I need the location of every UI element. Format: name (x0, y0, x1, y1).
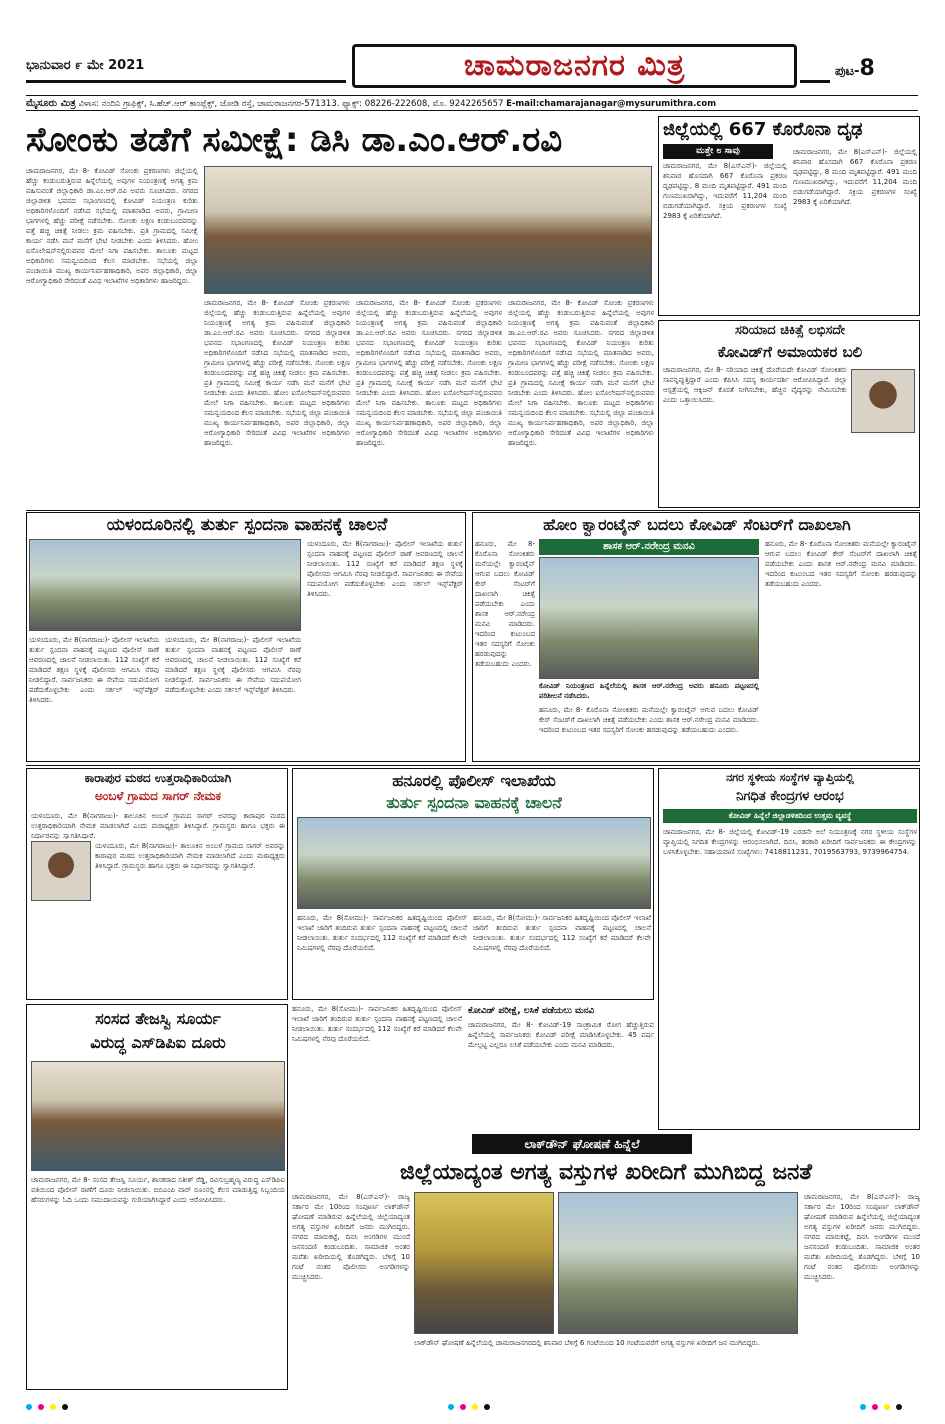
masthead-left-rule (26, 80, 346, 83)
registration-marks-center (448, 1404, 508, 1412)
yelandur-headline: ಯಳಂದೂರಿನಲ್ಲಿ ತುರ್ತು ಸ್ಪಂದನಾ ವಾಹನಕ್ಕೆ ಚಾಲನೆ (106, 515, 388, 535)
hanur-headline-2: ತುರ್ತು ಸ್ಪಂದನಾ ವಾಹನಕ್ಕೆ ಚಾಲನೆ (386, 793, 562, 812)
lead-text-col-3: ಚಾಮರಾಜನಗರ, ಮೇ 8- ಕೋವಿಡ್ ಸೋಂಕು ಪ್ರಕರಣಗಳು ಜಿಲ್ಲೆಯಲ್ಲಿ ಹೆಚ್ಚು ಕಂಡುಬರುತ್ತಿರುವ ಹಿನ್ನೆಲೆಯಲ್ಲಿ ಅವುಗಳ ನಿಯಂತ್ರಣಕ್ಕೆ ಅಗತ್ಯ ಕ್ರಮ ವಹಿಸುವಂತೆ ಜಿಲ್ಲಾಧಿಕಾರಿ ಡಾ.ಎಂ.ಆರ್.ರವಿ ಅವರು ಸೂಚಿಸಿದರು. ನಗರದ ಜಿಲ್ಲಾಡಳಿತ ಭವನದ ಸಭಾಂಗಣದಲ್ಲಿ ಕೋವಿಡ್ ನಿಯಂತ್ರಣ ಕುರಿತು ಅಧಿಕಾರಿಗಳೊಂದಿಗೆ ನಡೆಸಿದ ಸಭೆಯಲ್ಲಿ ಮಾತನಾಡಿದ ಅವರು, ಗ್ರಾಮೀಣ ಭಾಗಗಳಲ್ಲಿ ಹೆಚ್ಚು ಪರೀಕ್ಷೆ ನಡೆಸಬೇಕು. ಸೋಂಕು ಲಕ್ಷಣ ಕಂಡುಬಂದವರನ್ನು ಪತ್ತೆ ಹಚ್ಚಿ ಚಿಕಿತ್ಸೆ ನೀಡಲು ಕ್ರಮ ವಹಿಸಬೇಕು. ಪ್ರತಿ ಗ್ರಾಮದಲ್ಲಿ ಸಮೀಕ್ಷೆ ಕಾರ್ಯ ನಡೆಸಿ ಮನೆ ಮನೆಗೆ ಭೇಟಿ ನೀಡಬೇಕು ಎಂದು ತಿಳಿಸಿದರು. ಹೋಂ ಐಸೊಲೇಷನ್‌ನಲ್ಲಿರುವವರ ಮೇಲೆ ನಿಗಾ ವಹಿಸಬೇಕು. ತಾಲೂಕು ಮಟ್ಟದ ಅಧಿಕಾರಿಗಳು ಸಮನ್ವಯದಿಂದ ಕೆಲಸ ಮಾಡಬೇಕು. ಸಭೆಯಲ್ಲಿ ಜಿಲ್ಲಾ ಪಂಚಾಯಿತಿ ಮುಖ್ಯ ಕಾರ್ಯನಿರ್ವಹಣಾಧಿಕಾರಿ, ಅಪರ ಜಿಲ್ಲಾಧಿಕಾರಿ, ಜಿಲ್ಲಾ ಆರೋಗ್ಯಾಧಿಕಾರಿ ಸೇರಿದಂತೆ ವಿವಿಧ ಇಲಾಖೆಗಳ ಅಧಿಕಾರಿಗಳು ಹಾಜರಿದ್ದರು. (356, 299, 502, 447)
mp-text: ಚಾಮರಾಜನಗರ, ಮೇ 8- ಸಂಸದ ತೇಜಸ್ವಿ ಸೂರ್ಯ, ಶಾಸಕರಾದ ಸತೀಶ್ ರೆಡ್ಡಿ, ರವಿಸುಬ್ರಹ್ಮಣ್ಯ ವಿರುದ್ಧ ಎಸ್‌ಡಿಪಿಐ ವತಿಯಿಂದ ಪೊಲೀಸ್ ಠಾಣೆಗೆ ದೂರು ನೀಡಲಾಯಿತು. ಬಿಬಿಎಂಪಿ ವಾರ್ ರೂಂನಲ್ಲಿ ಕೆಲಸ ಮಾಡುತ್ತಿದ್ದ ಸಿಬ್ಬಂದಿಯ ಹೆಸರುಗಳನ್ನು ಓದಿ ಒಂದು ಸಮುದಾಯವನ್ನು ಗುರಿಯಾಗಿಸಿದ್ದಾರೆ ಎಂದು ಆರೋಪಿಸಿದರು. (31, 1176, 285, 1204)
yelandur-text-col-3: ಯಳಂದೂರು, ಮೇ 8(ನಾಗರಾಜು)- ಪೊಲೀಸ್ ಇಲಾಖೆಯ ತುರ್ತು ಸ್ಪಂದನಾ ವಾಹನಕ್ಕೆ ಪಟ್ಟಣದ ಪೊಲೀಸ್ ಠಾಣೆ ಆವರಣದಲ್ಲಿ ಚಾಲನೆ ನೀಡಲಾಯಿತು. 112 ಸಂಖ್ಯೆಗೆ ಕರೆ ಮಾಡಿದರೆ ತಕ್ಷಣ ಸ್ಥಳಕ್ಕೆ ಪೊಲೀಸರು ಆಗಮಿಸಿ ನೆರವು ನೀಡಲಿದ್ದಾರೆ. ಸಾರ್ವಜನಿಕರು ಈ ಸೇವೆಯ ಸದುಪಯೋಗ ಪಡೆದುಕೊಳ್ಳಬೇಕು ಎಂದು ಸರ್ಕಲ್ ಇನ್ಸ್‌ಪೆಕ್ಟರ್ ತಿಳಿಸಿದರು. (307, 540, 463, 598)
page-number: 8 (859, 56, 875, 81)
home-quarantine-caption: ಕೋವಿಡ್ ನಿಯಂತ್ರಣದ ಹಿನ್ನೆಲೆಯಲ್ಲಿ ಶಾಸಕ ಆರ್.ನರೇಂದ್ರ ಅವರು ಹನೂರು ಪಟ್ಟಣದಲ್ಲಿ ಪರಿಶೀಲನೆ ನಡೆಸಿದರು. (539, 682, 759, 700)
urban-text: ಚಾಮರಾಜನಗರ, ಮೇ 8- ಜಿಲ್ಲೆಯಲ್ಲಿ ಕೋವಿಡ್-19 ಎರಡನೇ ಅಲೆ ನಿಯಂತ್ರಣಕ್ಕೆ ನಗರ ಸ್ಥಳೀಯ ಸಂಸ್ಥೆಗಳ ವ್ಯಾಪ್ತಿಯಲ್ಲಿ ನಿಗದಿತ ಕೇಂದ್ರಗಳನ್ನು ಆರಂಭಿಸಲಾಗಿದೆ. ದಿನಸಿ, ತರಕಾರಿ ಖರೀದಿಗೆ ಸಾರ್ವಜನಿಕರು ಈ ಕೇಂದ್ರಗಳನ್ನು ಬಳಸಿಕೊಳ್ಳಬೇಕು. ಸಹಾಯವಾಣಿ ಸಂಖ್ಯೆಗಳು: 7418811231, 7019563793, 9739964754. (663, 828, 917, 856)
kaarapura-box (26, 768, 288, 1000)
kaarapura-headline-2: ಅಂಬಳೆ ಗ್ರಾಮದ ಸಾಗರ್ ನೇಮಕ (94, 789, 222, 803)
page-number-block (835, 56, 875, 81)
masthead-date: ಭಾನುವಾರ ೯ ಮೇ 2021 (26, 58, 145, 73)
yelandur-box (26, 512, 466, 762)
lead-headline: ಸೋಂಕು ತಡೆಗೆ ಸಮೀಕ್ಷೆ: ಡಿಸಿ ಡಾ.ಎಂ.ಆರ್.ರವಿ (26, 120, 563, 160)
kaarapura-text-1: ಯಳಂದೂರು, ಮೇ 8(ನಾಗರಾಜು)- ತಾಲೂಕಿನ ಅಂಬಳೆ ಗ್ರಾಮದ ಸಾಗರ್ ಅವರನ್ನು ಕಾರಾಪುರ ಮಠದ ಉತ್ತರಾಧಿಕಾರಿಯಾಗಿ ನೇಮಕ ಮಾಡಲಾಗಿದೆ ಎಂದು ಮಠಾಧ್ಯಕ್ಷರು ತಿಳಿಸಿದ್ದಾರೆ. ಗ್ರಾಮಸ್ಥರು ಹಾಗೂ ಭಕ್ತರು ಈ ನಿರ್ಧಾರವನ್ನು ಸ್ವಾಗತಿಸಿದ್ದಾರೆ. (31, 812, 285, 839)
registration-marks-right (860, 1404, 920, 1412)
lockdown-photo-1 (414, 1192, 554, 1334)
home-quarantine-box (472, 512, 920, 762)
lockdown-text-col-2: ಚಾಮರಾಜನಗರ, ಮೇ 8(ಎಸ್‌ಎನ್)- ರಾಜ್ಯ ಸರ್ಕಾರ ಮೇ 10ರಿಂದ ಸಂಪೂರ್ಣ ಲಾಕ್‌ಡೌನ್ ಘೋಷಣೆ ಮಾಡಿರುವ ಹಿನ್ನೆಲೆಯಲ್ಲಿ ಜಿಲ್ಲೆಯಾದ್ಯಂತ ಅಗತ್ಯ ವಸ್ತುಗಳ ಖರೀದಿಗೆ ಜನರು ಮುಗಿಬಿದ್ದರು. ನಗರದ ಮಾರುಕಟ್ಟೆ, ದಿನಸಿ ಅಂಗಡಿಗಳ ಮುಂದೆ ಜನಸಂದಣಿ ಕಂಡುಬಂದಿತು. ಸಾಮಾಜಿಕ ಅಂತರ ಮರೆತು ಖರೀದಿಯಲ್ಲಿ ತೊಡಗಿದ್ದರು. ಬೆಳಿಗ್ಗೆ 10 ಗಂಟೆ ನಂತರ ಪೊಲೀಸರು ಅಂಗಡಿಗಳನ್ನು ಮುಚ್ಚಿಸಿದರು. (804, 1193, 920, 1281)
yelandur-text-col-2: ಯಳಂದೂರು, ಮೇ 8(ನಾಗರಾಜು)- ಪೊಲೀಸ್ ಇಲಾಖೆಯ ತುರ್ತು ಸ್ಪಂದನಾ ವಾಹನಕ್ಕೆ ಪಟ್ಟಣದ ಪೊಲೀಸ್ ಠಾಣೆ ಆವರಣದಲ್ಲಿ ಚಾಲನೆ ನೀಡಲಾಯಿತು. 112 ಸಂಖ್ಯೆಗೆ ಕರೆ ಮಾಡಿದರೆ ತಕ್ಷಣ ಸ್ಥಳಕ್ಕೆ ಪೊಲೀಸರು ಆಗಮಿಸಿ ನೆರವು ನೀಡಲಿದ್ದಾರೆ. ಸಾರ್ವಜನಿಕರು ಈ ಸೇವೆಯ ಸದುಪಯೋಗ ಪಡೆದುಕೊಳ್ಳಬೇಕು ಎಂದು ಸರ್ಕಲ್ ಇನ್ಸ್‌ಪೆಕ್ಟರ್ ತಿಳಿಸಿದರು. (165, 636, 301, 694)
home-quarantine-text-col-2: ಹನೂರು, ಮೇ 8- ಕೊರೊನಾ ಸೋಂಕಿತರು ಮನೆಯಲ್ಲೇ ಕ್ವಾರಂಟೈನ್ ಆಗುವ ಬದಲು ಕೋವಿಡ್ ಕೇರ್ ಸೆಂಟರ್‌ಗೆ ದಾಖಲಾಗಿ ಚಿಕಿತ್ಸೆ ಪಡೆಯಬೇಕು ಎಂದು ಶಾಸಕ ಆರ್.ನರೇಂದ್ರ ಮನವಿ ಮಾಡಿದರು. ಇದರಿಂದ ಕುಟುಂಬದ ಇತರ ಸದಸ್ಯರಿಗೆ ಸೋಂಕು ಹರಡುವುದನ್ನು ತಡೆಯಬಹುದು ಎಂದರು. (539, 706, 759, 734)
yelandur-text-col-1: ಯಳಂದೂರು, ಮೇ 8(ನಾಗರಾಜು)- ಪೊಲೀಸ್ ಇಲಾಖೆಯ ತುರ್ತು ಸ್ಪಂದನಾ ವಾಹನಕ್ಕೆ ಪಟ್ಟಣದ ಪೊಲೀಸ್ ಠಾಣೆ ಆವರಣದಲ್ಲಿ ಚಾಲನೆ ನೀಡಲಾಯಿತು. 112 ಸಂಖ್ಯೆಗೆ ಕರೆ ಮಾಡಿದರೆ ತಕ್ಷಣ ಸ್ಥಳಕ್ಕೆ ಪೊಲೀಸರು ಆಗಮಿಸಿ ನೆರವು ನೀಡಲಿದ್ದಾರೆ. ಸಾರ್ವಜನಿಕರು ಈ ಸೇವೆಯ ಸದುಪಯೋಗ ಪಡೆದುಕೊಳ್ಳಬೇಕು ಎಂದು ಸರ್ಕಲ್ ಇನ್ಸ್‌ಪೆಕ್ಟರ್ ತಿಳಿಸಿದರು. (29, 636, 159, 704)
lead-meeting-photo (204, 166, 652, 294)
kaarapura-text-2: ಯಳಂದೂರು, ಮೇ 8(ನಾಗರಾಜು)- ತಾಲೂಕಿನ ಅಂಬಳೆ ಗ್ರಾಮದ ಸಾಗರ್ ಅವರನ್ನು ಕಾರಾಪುರ ಮಠದ ಉತ್ತರಾಧಿಕಾರಿಯಾಗಿ ನೇಮಕ ಮಾಡಲಾಗಿದೆ ಎಂದು ಮಠಾಧ್ಯಕ್ಷರು ತಿಳಿಸಿದ್ದಾರೆ. ಗ್ರಾಮಸ್ಥರು ಹಾಗೂ ಭಕ್ತರು ಈ ನಿರ್ಧಾರವನ್ನು ಸ್ವಾಗತಿಸಿದ್ದಾರೆ. (95, 842, 285, 870)
mp-headline-2: ವಿರುದ್ಧ ಎಸ್‌ಡಿಪಿಐ ದೂರು (90, 1033, 226, 1052)
hanur-photo (297, 817, 651, 909)
section-rule-2 (26, 765, 920, 766)
kaarapura-portrait-photo (31, 841, 91, 901)
lockdown-photo-2 (558, 1192, 798, 1334)
mp-headline-1: ಸಂಸದ ತೇಜಸ್ವಿ ಸೂರ್ಯ (95, 1009, 221, 1028)
masthead-title: ಚಾಮರಾಜನಗರ ಮಿತ್ರ (352, 44, 797, 88)
covid-text-col-2: ಚಾಮರಾಜನಗರ, ಮೇ 8(ಎಸ್‌ಎನ್)- ಜಿಲ್ಲೆಯಲ್ಲಿ ಶನಿವಾರ ಹೊಸದಾಗಿ 667 ಕೊರೊನಾ ಪ್ರಕರಣ ದೃಢಪಟ್ಟಿದ್ದು, 8 ಮಂದಿ ಮೃತಪಟ್ಟಿದ್ದಾರೆ. 491 ಮಂದಿ ಗುಣಮುಖರಾಗಿದ್ದು, ಇದುವರೆಗೆ 11,204 ಮಂದಿ ಬಿಡುಗಡೆಯಾಗಿದ್ದಾರೆ. ಸಕ್ರಿಯ ಪ್ರಕರಣಗಳ ಸಂಖ್ಯೆ 2983 ಕ್ಕೆ ಏರಿಕೆಯಾಗಿದೆ. (793, 148, 917, 206)
vaccine-left-text: ಹನೂರು, ಮೇ 8(ಸೋಮು)- ಸಾರ್ವಜನಿಕರ ಹಿತದೃಷ್ಟಿಯಿಂದ ಪೊಲೀಸ್ ಇಲಾಖೆ ಜಾರಿಗೆ ತಂದಿರುವ ತುರ್ತು ಸ್ಪಂದನಾ ವಾಹನಕ್ಕೆ ಪಟ್ಟಣದಲ್ಲಿ ಚಾಲನೆ ನೀಡಲಾಯಿತು. ತುರ್ತು ಸಂದರ್ಭದಲ್ಲಿ 112 ಸಂಖ್ಯೆಗೆ ಕರೆ ಮಾಡಿದರೆ ಕೆಲವೇ ನಿಮಿಷಗಳಲ್ಲಿ ನೆರವು ದೊರೆಯಲಿದೆ. (292, 1005, 462, 1043)
lead-text-col-1: ಚಾಮರಾಜನಗರ, ಮೇ 8- ಕೋವಿಡ್ ಸೋಂಕು ಪ್ರಕರಣಗಳು ಜಿಲ್ಲೆಯಲ್ಲಿ ಹೆಚ್ಚು ಕಂಡುಬರುತ್ತಿರುವ ಹಿನ್ನೆಲೆಯಲ್ಲಿ ಅವುಗಳ ನಿಯಂತ್ರಣಕ್ಕೆ ಅಗತ್ಯ ಕ್ರಮ ವಹಿಸುವಂತೆ ಜಿಲ್ಲಾಧಿಕಾರಿ ಡಾ.ಎಂ.ಆರ್.ರವಿ ಅವರು ಸೂಚಿಸಿದರು. ನಗರದ ಜಿಲ್ಲಾಡಳಿತ ಭವನದ ಸಭಾಂಗಣದಲ್ಲಿ ಕೋವಿಡ್ ನಿಯಂತ್ರಣ ಕುರಿತು ಅಧಿಕಾರಿಗಳೊಂದಿಗೆ ನಡೆಸಿದ ಸಭೆಯಲ್ಲಿ ಮಾತನಾಡಿದ ಅವರು, ಗ್ರಾಮೀಣ ಭಾಗಗಳಲ್ಲಿ ಹೆಚ್ಚು ಪರೀಕ್ಷೆ ನಡೆಸಬೇಕು. ಸೋಂಕು ಲಕ್ಷಣ ಕಂಡುಬಂದವರನ್ನು ಪತ್ತೆ ಹಚ್ಚಿ ಚಿಕಿತ್ಸೆ ನೀಡಲು ಕ್ರಮ ವಹಿಸಬೇಕು. ಪ್ರತಿ ಗ್ರಾಮದಲ್ಲಿ ಸಮೀಕ್ಷೆ ಕಾರ್ಯ ನಡೆಸಿ ಮನೆ ಮನೆಗೆ ಭೇಟಿ ನೀಡಬೇಕು ಎಂದು ತಿಳಿಸಿದರು. ಹೋಂ ಐಸೊಲೇಷನ್‌ನಲ್ಲಿರುವವರ ಮೇಲೆ ನಿಗಾ ವಹಿಸಬೇಕು. ತಾಲೂಕು ಮಟ್ಟದ ಅಧಿಕಾರಿಗಳು ಸಮನ್ವಯದಿಂದ ಕೆಲಸ ಮಾಡಬೇಕು. ಸಭೆಯಲ್ಲಿ ಜಿಲ್ಲಾ ಪಂಚಾಯಿತಿ ಮುಖ್ಯ ಕಾರ್ಯನಿರ್ವಹಣಾಧಿಕಾರಿ, ಅಪರ ಜಿಲ್ಲಾಧಿಕಾರಿ, ಜಿಲ್ಲಾ ಆರೋಗ್ಯಾಧಿಕಾರಿ ಸೇರಿದಂತೆ ವಿವಿಧ ಇಲಾಖೆಗಳ ಅಧಿಕಾರಿಗಳು ಹಾಜರಿದ್ದರು. (26, 167, 198, 285)
hanur-headline-1: ಹನೂರಲ್ಲಿ ಪೊಲೀಸ್ ಇಲಾಖೆಯ (392, 771, 556, 790)
vaccine-story (292, 1004, 654, 1130)
hanur-text-col-2: ಹನೂರು, ಮೇ 8(ಸೋಮು)- ಸಾರ್ವಜನಿಕರ ಹಿತದೃಷ್ಟಿಯಿಂದ ಪೊಲೀಸ್ ಇಲಾಖೆ ಜಾರಿಗೆ ತಂದಿರುವ ತುರ್ತು ಸ್ಪಂದನಾ ವಾಹನಕ್ಕೆ ಪಟ್ಟಣದಲ್ಲಿ ಚಾಲನೆ ನೀಡಲಾಯಿತು. ತುರ್ತು ಸಂದರ್ಭದಲ್ಲಿ 112 ಸಂಖ್ಯೆಗೆ ಕರೆ ಮಾಡಿದರೆ ಕೆಲವೇ ನಿಮಿಷಗಳಲ್ಲಿ ನೆರವು ದೊರೆಯಲಿದೆ. (473, 914, 651, 952)
treatment-portrait-photo (851, 369, 915, 433)
masthead-address: ವಿಳಾಸ: ನಂದಿನಿ ಗ್ರಾಫಿಕ್ಸ್, ಸಿ.ಹೆಚ್.ಆರ್ ಕಾಂಪ್ಲೆಕ್ಸ್, ಜೋಡಿ ರಸ್ತೆ, ಚಾಮರಾಜನಗರ-571313. ಫ್ಯಾಕ್ಸ್: 08226-222608, ಮೊ. 9242265657 (78, 99, 504, 109)
home-quarantine-text-col-3: ಹನೂರು, ಮೇ 8- ಕೊರೊನಾ ಸೋಂಕಿತರು ಮನೆಯಲ್ಲೇ ಕ್ವಾರಂಟೈನ್ ಆಗುವ ಬದಲು ಕೋವಿಡ್ ಕೇರ್ ಸೆಂಟರ್‌ಗೆ ದಾಖಲಾಗಿ ಚಿಕಿತ್ಸೆ ಪಡೆಯಬೇಕು ಎಂದು ಶಾಸಕ ಆರ್.ನರೇಂದ್ರ ಮನವಿ ಮಾಡಿದರು. ಇದರಿಂದ ಕುಟುಂಬದ ಇತರ ಸದಸ್ಯರಿಗೆ ಸೋಂಕು ಹರಡುವುದನ್ನು ತಡೆಯಬಹುದು ಎಂದರು. (765, 540, 917, 588)
page-label: ಪುಟ- (835, 64, 860, 79)
masthead-right-rule (800, 80, 830, 83)
urban-bodies-box (658, 768, 920, 1130)
treatment-text: ಚಾಮರಾಜನಗರ, ಮೇ 8- ಸರಿಯಾದ ಚಿಕಿತ್ಸೆ ದೊರೆಯದೇ ಕೋವಿಡ್ ಸೋಂಕಿತರು ಸಾವನ್ನಪ್ಪುತ್ತಿದ್ದಾರೆ ಎಂದು ಕೆಪಿಸಿಸಿ ಸದಸ್ಯ ಕಾರ್ಯದರ್ಶಿ ಆರೋಪಿಸಿದ್ದಾರೆ. ಜಿಲ್ಲಾ ಆಸ್ಪತ್ರೆಯಲ್ಲಿ ಆಕ್ಸಿಜನ್ ಕೊರತೆ ನೀಗಿಸಬೇಕು, ಹೆಚ್ಚಿನ ವೈದ್ಯರನ್ನು ನೇಮಿಸಬೇಕು ಎಂದು ಒತ್ತಾಯಿಸಿದರು. (663, 366, 847, 404)
treatment-headline-2: ಕೋವಿಡ್‌ಗೆ ಅಮಾಯಕರ ಬಲಿ (717, 343, 863, 361)
lockdown-headline: ಜಿಲ್ಲೆಯಾದ್ಯಂತ ಅಗತ್ಯ ವಸ್ತುಗಳ ಖರೀದಿಗೆ ಮುಗಿಬಿದ್ದ ಜನತೆ (400, 1160, 812, 1185)
urban-headline-1: ನಗರ ಸ್ಥಳೀಯ ಸಂಸ್ಥೆಗಳ ವ್ಯಾಪ್ತಿಯಲ್ಲಿ (726, 771, 854, 784)
section-rule-1 (26, 510, 920, 511)
lead-text-col-2: ಚಾಮರಾಜನಗರ, ಮೇ 8- ಕೋವಿಡ್ ಸೋಂಕು ಪ್ರಕರಣಗಳು ಜಿಲ್ಲೆಯಲ್ಲಿ ಹೆಚ್ಚು ಕಂಡುಬರುತ್ತಿರುವ ಹಿನ್ನೆಲೆಯಲ್ಲಿ ಅವುಗಳ ನಿಯಂತ್ರಣಕ್ಕೆ ಅಗತ್ಯ ಕ್ರಮ ವಹಿಸುವಂತೆ ಜಿಲ್ಲಾಧಿಕಾರಿ ಡಾ.ಎಂ.ಆರ್.ರವಿ ಅವರು ಸೂಚಿಸಿದರು. ನಗರದ ಜಿಲ್ಲಾಡಳಿತ ಭವನದ ಸಭಾಂಗಣದಲ್ಲಿ ಕೋವಿಡ್ ನಿಯಂತ್ರಣ ಕುರಿತು ಅಧಿಕಾರಿಗಳೊಂದಿಗೆ ನಡೆಸಿದ ಸಭೆಯಲ್ಲಿ ಮಾತನಾಡಿದ ಅವರು, ಗ್ರಾಮೀಣ ಭಾಗಗಳಲ್ಲಿ ಹೆಚ್ಚು ಪರೀಕ್ಷೆ ನಡೆಸಬೇಕು. ಸೋಂಕು ಲಕ್ಷಣ ಕಂಡುಬಂದವರನ್ನು ಪತ್ತೆ ಹಚ್ಚಿ ಚಿಕಿತ್ಸೆ ನೀಡಲು ಕ್ರಮ ವಹಿಸಬೇಕು. ಪ್ರತಿ ಗ್ರಾಮದಲ್ಲಿ ಸಮೀಕ್ಷೆ ಕಾರ್ಯ ನಡೆಸಿ ಮನೆ ಮನೆಗೆ ಭೇಟಿ ನೀಡಬೇಕು ಎಂದು ತಿಳಿಸಿದರು. ಹೋಂ ಐಸೊಲೇಷನ್‌ನಲ್ಲಿರುವವರ ಮೇಲೆ ನಿಗಾ ವಹಿಸಬೇಕು. ತಾಲೂಕು ಮಟ್ಟದ ಅಧಿಕಾರಿಗಳು ಸಮನ್ವಯದಿಂದ ಕೆಲಸ ಮಾಡಬೇಕು. ಸಭೆಯಲ್ಲಿ ಜಿಲ್ಲಾ ಪಂಚಾಯಿತಿ ಮುಖ್ಯ ಕಾರ್ಯನಿರ್ವಹಣಾಧಿಕಾರಿ, ಅಪರ ಜಿಲ್ಲಾಧಿಕಾರಿ, ಜಿಲ್ಲಾ ಆರೋಗ್ಯಾಧಿಕಾರಿ ಸೇರಿದಂತೆ ವಿವಿಧ ಇಲಾಖೆಗಳ ಅಧಿಕಾರಿಗಳು ಹಾಜರಿದ್ದರು. (204, 299, 350, 447)
treatment-headline-1: ಸರಿಯಾದ ಚಿಕಿತ್ಸೆ ಲಭಿಸದೇ (735, 323, 845, 338)
lockdown-caption: ಲಾಕ್‌ಡೌನ್ ಘೋಷಣೆ ಹಿನ್ನೆಲೆಯಲ್ಲಿ ಚಾಮರಾಜನಗರದಲ್ಲಿ ಶನಿವಾರ ಬೆಳಿಗ್ಗೆ 6 ಗಂಟೆಯಿಂದ 10 ಗಂಟೆಯವರೆಗೆ ಅಗತ್ಯ ವಸ್ತುಗಳ ಖರೀದಿಗೆ ಜನ ಮುಗಿಬಿದ್ದರು. (414, 1339, 760, 1347)
covid-box (658, 116, 920, 316)
covid-subhead: ಮತ್ತೇ ೮ ಸಾವು (663, 144, 773, 159)
masthead-email: E-mail:chamarajanagar@mysurumithra.com (506, 99, 717, 109)
kaarapura-headline-1: ಕಾರಾಪುರ ಮಠದ ಉತ್ತರಾಧಿಕಾರಿಯಾಗಿ (84, 771, 232, 785)
home-quarantine-photo (539, 557, 759, 679)
yelandur-photo (29, 539, 301, 631)
home-quarantine-subhead: ಶಾಸಕ ಆರ್.ನರೇಂದ್ರ ಮನವಿ (539, 539, 759, 555)
vaccine-headline: ಕೋವಿಡ್ ಪರೀಕ್ಷೆ, ಲಸಿಕೆ ಪಡೆಯಲು ಮನವಿ (468, 1006, 595, 1016)
urban-subhead: ಕೋವಿಡ್ ಹಿನ್ನೆಲೆ ಜಿಲ್ಲಾಡಳಿತದಿಂದ ಉತ್ತಮ ವ್ಯವಸ್ಥೆ (663, 809, 917, 823)
brand-name: ಮೈಸೂರು ಮಿತ್ರ (26, 98, 76, 109)
mp-photo (31, 1061, 285, 1171)
treatment-box (658, 320, 920, 508)
covid-headline: ಜಿಲ್ಲೆಯಲ್ಲಿ 667 ಕೊರೊನಾ ದೃಢ (663, 119, 863, 140)
lockdown-text-col-1: ಚಾಮರಾಜನಗರ, ಮೇ 8(ಎಸ್‌ಎನ್)- ರಾಜ್ಯ ಸರ್ಕಾರ ಮೇ 10ರಿಂದ ಸಂಪೂರ್ಣ ಲಾಕ್‌ಡೌನ್ ಘೋಷಣೆ ಮಾಡಿರುವ ಹಿನ್ನೆಲೆಯಲ್ಲಿ ಜಿಲ್ಲೆಯಾದ್ಯಂತ ಅಗತ್ಯ ವಸ್ತುಗಳ ಖರೀದಿಗೆ ಜನರು ಮುಗಿಬಿದ್ದರು. ನಗರದ ಮಾರುಕಟ್ಟೆ, ದಿನಸಿ ಅಂಗಡಿಗಳ ಮುಂದೆ ಜನಸಂದಣಿ ಕಂಡುಬಂದಿತು. ಸಾಮಾಜಿಕ ಅಂತರ ಮರೆತು ಖರೀದಿಯಲ್ಲಿ ತೊಡಗಿದ್ದರು. ಬೆಳಿಗ್ಗೆ 10 ಗಂಟೆ ನಂತರ ಪೊಲೀಸರು ಅಂಗಡಿಗಳನ್ನು ಮುಚ್ಚಿಸಿದರು. (292, 1193, 410, 1281)
lockdown-banner: ಲಾಕ್‌ಡೌನ್ ಘೋಷಣೆ ಹಿನ್ನೆಲೆ (472, 1134, 692, 1154)
lead-text-col-4: ಚಾಮರಾಜನಗರ, ಮೇ 8- ಕೋವಿಡ್ ಸೋಂಕು ಪ್ರಕರಣಗಳು ಜಿಲ್ಲೆಯಲ್ಲಿ ಹೆಚ್ಚು ಕಂಡುಬರುತ್ತಿರುವ ಹಿನ್ನೆಲೆಯಲ್ಲಿ ಅವುಗಳ ನಿಯಂತ್ರಣಕ್ಕೆ ಅಗತ್ಯ ಕ್ರಮ ವಹಿಸುವಂತೆ ಜಿಲ್ಲಾಧಿಕಾರಿ ಡಾ.ಎಂ.ಆರ್.ರವಿ ಅವರು ಸೂಚಿಸಿದರು. ನಗರದ ಜಿಲ್ಲಾಡಳಿತ ಭವನದ ಸಭಾಂಗಣದಲ್ಲಿ ಕೋವಿಡ್ ನಿಯಂತ್ರಣ ಕುರಿತು ಅಧಿಕಾರಿಗಳೊಂದಿಗೆ ನಡೆಸಿದ ಸಭೆಯಲ್ಲಿ ಮಾತನಾಡಿದ ಅವರು, ಗ್ರಾಮೀಣ ಭಾಗಗಳಲ್ಲಿ ಹೆಚ್ಚು ಪರೀಕ್ಷೆ ನಡೆಸಬೇಕು. ಸೋಂಕು ಲಕ್ಷಣ ಕಂಡುಬಂದವರನ್ನು ಪತ್ತೆ ಹಚ್ಚಿ ಚಿಕಿತ್ಸೆ ನೀಡಲು ಕ್ರಮ ವಹಿಸಬೇಕು. ಪ್ರತಿ ಗ್ರಾಮದಲ್ಲಿ ಸಮೀಕ್ಷೆ ಕಾರ್ಯ ನಡೆಸಿ ಮನೆ ಮನೆಗೆ ಭೇಟಿ ನೀಡಬೇಕು ಎಂದು ತಿಳಿಸಿದರು. ಹೋಂ ಐಸೊಲೇಷನ್‌ನಲ್ಲಿರುವವರ ಮೇಲೆ ನಿಗಾ ವಹಿಸಬೇಕು. ತಾಲೂಕು ಮಟ್ಟದ ಅಧಿಕಾರಿಗಳು ಸಮನ್ವಯದಿಂದ ಕೆಲಸ ಮಾಡಬೇಕು. ಸಭೆಯಲ್ಲಿ ಜಿಲ್ಲಾ ಪಂಚಾಯಿತಿ ಮುಖ್ಯ ಕಾರ್ಯನಿರ್ವಹಣಾಧಿಕಾರಿ, ಅಪರ ಜಿಲ್ಲಾಧಿಕಾರಿ, ಜಿಲ್ಲಾ ಆರೋಗ್ಯಾಧಿಕಾರಿ ಸೇರಿದಂತೆ ವಿವಿಧ ಇಲಾಖೆಗಳ ಅಧಿಕಾರಿಗಳು ಹಾಜರಿದ್ದರು. (508, 299, 654, 447)
home-quarantine-text-col-1: ಹನೂರು, ಮೇ 8- ಕೊರೊನಾ ಸೋಂಕಿತರು ಮನೆಯಲ್ಲೇ ಕ್ವಾರಂಟೈನ್ ಆಗುವ ಬದಲು ಕೋವಿಡ್ ಕೇರ್ ಸೆಂಟರ್‌ಗೆ ದಾಖಲಾಗಿ ಚಿಕಿತ್ಸೆ ಪಡೆಯಬೇಕು ಎಂದು ಶಾಸಕ ಆರ್.ನರೇಂದ್ರ ಮನವಿ ಮಾಡಿದರು. ಇದರಿಂದ ಕುಟುಂಬದ ಇತರ ಸದಸ್ಯರಿಗೆ ಸೋಂಕು ಹರಡುವುದನ್ನು ತಡೆಯಬಹುದು ಎಂದರು. (475, 540, 535, 668)
registration-marks-left (26, 1404, 86, 1412)
home-quarantine-headline: ಹೋಂ ಕ್ವಾರಂಟೈನ್ ಬದಲು ಕೋವಿಡ್ ಸೆಂಟರ್‌ಗೆ ದಾಖಲಾಗಿ (543, 515, 851, 534)
covid-text-col-1: ಚಾಮರಾಜನಗರ, ಮೇ 8(ಎಸ್‌ಎನ್)- ಜಿಲ್ಲೆಯಲ್ಲಿ ಶನಿವಾರ ಹೊಸದಾಗಿ 667 ಕೊರೊನಾ ಪ್ರಕರಣ ದೃಢಪಟ್ಟಿದ್ದು, 8 ಮಂದಿ ಮೃತಪಟ್ಟಿದ್ದಾರೆ. 491 ಮಂದಿ ಗುಣಮುಖರಾಗಿದ್ದು, ಇದುವರೆಗೆ 11,204 ಮಂದಿ ಬಿಡುಗಡೆಯಾಗಿದ್ದಾರೆ. ಸಕ್ರಿಯ ಪ್ರಕರಣಗಳ ಸಂಖ್ಯೆ 2983 ಕ್ಕೆ ಏರಿಕೆಯಾಗಿದೆ. (663, 162, 787, 220)
vaccine-text: ಚಾಮರಾಜನಗರ, ಮೇ 8- ಕೋವಿಡ್-19 ಸಾಂಕ್ರಾಮಿಕ ರೋಗ ಹೆಚ್ಚುತ್ತಿರುವ ಹಿನ್ನೆಲೆಯಲ್ಲಿ ಸಾರ್ವಜನಿಕರು ಕೋವಿಡ್ ಪರೀಕ್ಷೆ ಮಾಡಿಸಿಕೊಳ್ಳಬೇಕು. 45 ವರ್ಷ ಮೇಲ್ಪಟ್ಟ ಎಲ್ಲರೂ ಲಸಿಕೆ ಪಡೆಯಬೇಕು ಎಂದು ಮನವಿ ಮಾಡಿದರು. (468, 1021, 654, 1049)
masthead (0, 0, 945, 125)
hanur-text-col-1: ಹನೂರು, ಮೇ 8(ಸೋಮು)- ಸಾರ್ವಜನಿಕರ ಹಿತದೃಷ್ಟಿಯಿಂದ ಪೊಲೀಸ್ ಇಲಾಖೆ ಜಾರಿಗೆ ತಂದಿರುವ ತುರ್ತು ಸ್ಪಂದನಾ ವಾಹನಕ್ಕೆ ಪಟ್ಟಣದಲ್ಲಿ ಚಾಲನೆ ನೀಡಲಾಯಿತು. ತುರ್ತು ಸಂದರ್ಭದಲ್ಲಿ 112 ಸಂಖ್ಯೆಗೆ ಕರೆ ಮಾಡಿದರೆ ಕೆಲವೇ ನಿಮಿಷಗಳಲ್ಲಿ ನೆರವು ದೊರೆಯಲಿದೆ. (297, 914, 467, 952)
hanur-police-box (292, 768, 654, 1000)
urban-headline-2: ನಿಗಧಿತ ಕೇಂದ್ರಗಳ ಆರಂಭ (736, 789, 844, 804)
mp-tejasvi-box (26, 1004, 288, 1390)
masthead-info-line (26, 95, 918, 111)
